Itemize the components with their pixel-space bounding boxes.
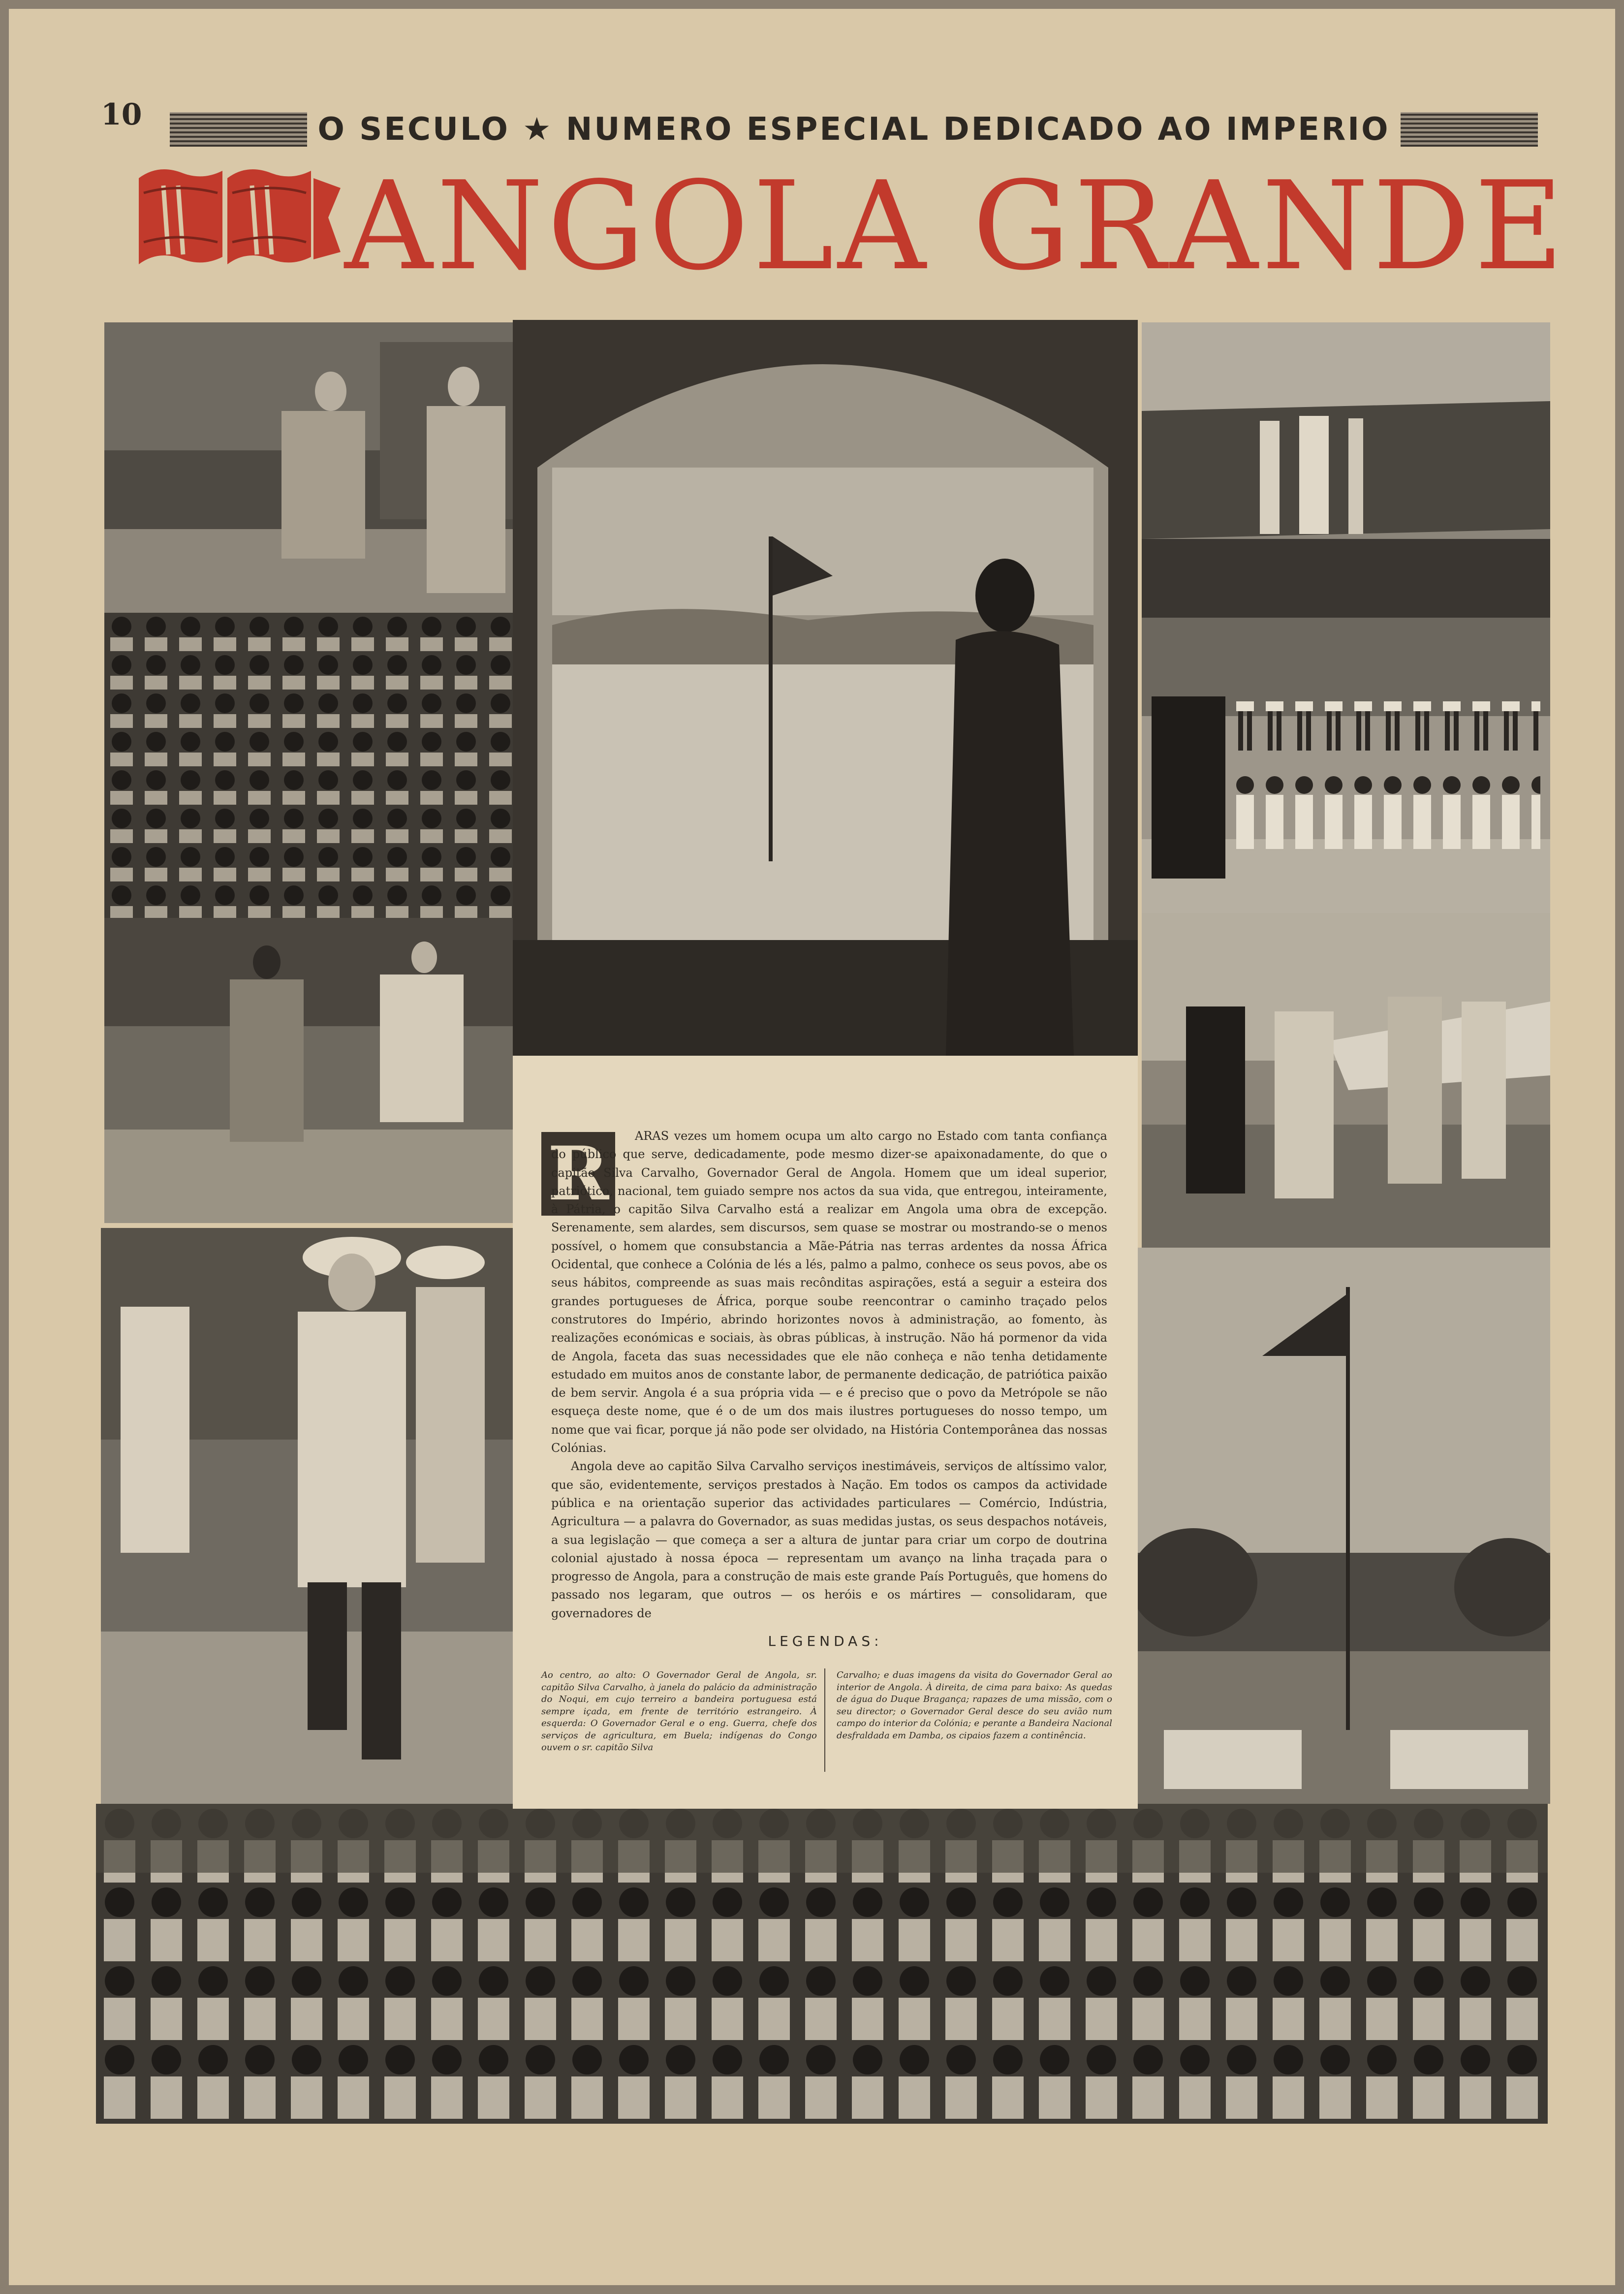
photo-mission-boys: [1142, 618, 1550, 913]
photo-flag-salute: [1134, 1248, 1550, 1804]
article-paragraph: ARAS vezes um homem ocupa um alto cargo no Estado com tanta confiança do público que serve, dedicadamente, pode mesmo dizer-se apaixonadamente, do que o capitão Silva Carvalho, Governador Geral de Angola. Homem que um ideal superior, patriótico, nacional, tem guiado sempre nos actos da sua vida, que entregou, inteiramente, à Pátria, o capitão Silva Carvalho está a realizar em Angola uma obra de excepção. Serenamente, sem alardes, sem discursos, sem quase se mostrar ou mostrando-se o menos possível, o homem que consubstancia a Mãe-Pátria nas terras ardentes da nossa África Ocidental, que conhece a Colónia de lés a lés, palmo a palmo, conhece os seus povos, abe os seus hábitos, compreende as suas mais recônditas aspirações, está a seguir a esteira dos grandes portugueses de África, porque soube reencontrar o caminho traçado pelos construtores do Império, abrindo horizontes novos à administração, ao fomento, às realizações económicas e sociais, às obras públicas, à instrução. Não há pormenor da vida de Angola, faceta das suas necessidades que ele não conheça e não tenha detidamente estudado em muitos anos de constante labor, de permanente dedicação, de patriótica paixão de bem servir. Angola é a sua própria vida — e é preciso que o povo da Metrópole se não esqueça deste nome, que é o de um dos mais ilustres portugueses do nosso tempo, um nome que vai ficar, porque já não pode ser olvidado, na História Contemporânea das nossas Colónias.: [551, 1129, 1107, 1455]
photo-window-flag: [513, 320, 1138, 1056]
legend-column-right: Carvalho; e duas imagens da visita do Governador Geral ao interior de Angola. À direita, de cima para baixo: As quedas de água do Duque Bragança; rapazes de uma missão, com o seu director; o Governador Geral desce do seu avião num campo do interior da Colónia; e perante a Bandeira Nacional desfraldada em Damba, os cipaios fazem a continência.: [837, 1670, 1112, 1741]
photo-agriculture-visit: [104, 918, 513, 1223]
article-body: [551, 1127, 1107, 1623]
drop-cap: R: [541, 1132, 615, 1216]
photo-officers: [104, 322, 513, 613]
page-number: 10: [101, 97, 142, 132]
o-seculo-logo: [129, 158, 345, 286]
masthead-banner: [170, 112, 1538, 147]
legend-title: LEGENDAS:: [768, 1633, 883, 1649]
masthead-banner-text: O SECULO ★ NUMERO ESPECIAL DEDICADO AO IMPERIO: [307, 112, 1401, 147]
photo-children-crowd: [96, 1804, 1548, 2124]
photo-airplane: [1142, 913, 1550, 1248]
legend-divider: [824, 1668, 825, 1772]
article-paragraph: Angola deve ao capitão Silva Carvalho serviços inestimáveis, serviços de altíssimo valor, que são, evidentemente, serviços prestados à Nação. Em todos os campos da actividade pública e na orientação superior das actividades particulares — Comércio, Indústria, Agricultura — a palavra do Governador, as suas medidas justas, os seus despachos notáveis, a sua legislação — que começa a ser a altura de juntar para criar um corpo de doutrina colonial ajustado à nossa época — representam um avanço na linha traçada para o progresso de Angola, para a construção de mais este grande País Português, que homens do passado nos legaram, que outros — os heróis e os mártires — consolidaram, que governadores de: [551, 1459, 1107, 1620]
photo-waterfall: [1142, 322, 1550, 618]
legend-column-left: Ao centro, ao alto: O Governador Geral de Angola, sr. capitão Silva Carvalho, à janela do palácio da administração do Noqui, em cujo terreiro a bandeira portuguesa está sempre içada, em frente de território estrangeiro. À esquerda: O Governador Geral e o eng. Guerra, chefe dos serviços de agricultura, em Buela; indígenas do Congo ouvem o sr. capitão Silva: [541, 1670, 817, 1753]
photo-crowd-congo: [104, 613, 513, 918]
headline: ANGOLA GRANDE: [344, 156, 1567, 297]
photo-governor-walking: [101, 1228, 514, 1804]
